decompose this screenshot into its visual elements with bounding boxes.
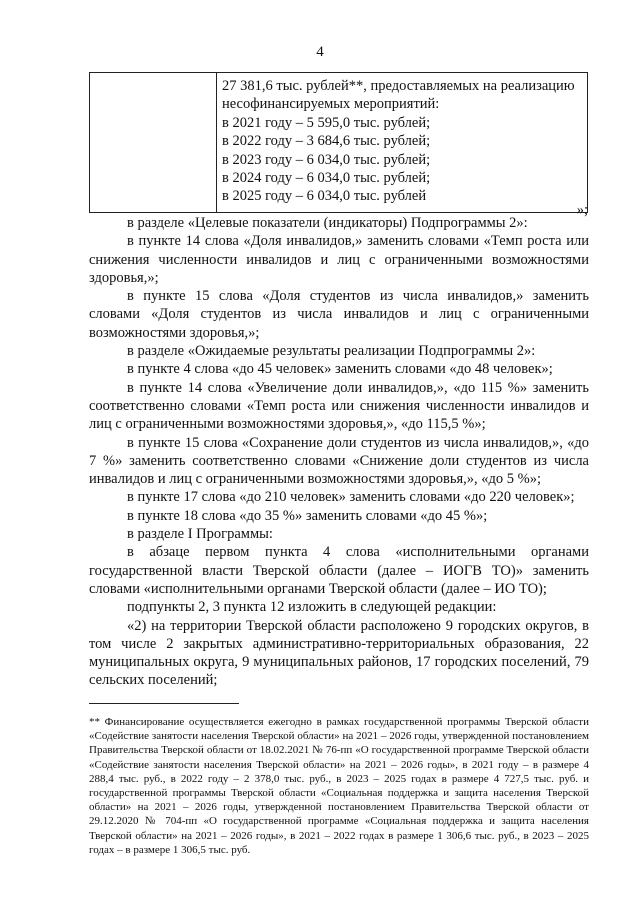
table-line: в 2025 году – 6 034,0 тыс. рублей — [222, 188, 427, 205]
paragraph: в пункте 18 слова «до 35 %» заменить словами «до 45 %»; — [127, 507, 488, 524]
paragraph: в пункте 4 слова «до 45 человек» заменить словами «до 48 человек»; — [127, 361, 553, 378]
table-financing-cell — [217, 73, 588, 213]
footnote-text: ** Финансирование осуществляется ежегодно в рамках государственной программы Тверской области «Содействие занятости населения Тверской области» на 2021 – 2026 годы, утвержденной постановлением Правительства Тверской области от 18.02.2021 № 76-пп «О государственной программе Тверской области «Содействие занятости населения Тверской области» на 2021 – 2026 годы», в 2021 году – в размере 4 288,4 тыс. руб., в 2022 году – 2 378,0 тыс. руб., в 2023 – 2025 годах в размере 4 727,5 тыс. руб. и государственной программы Тверской области «Социальная поддержка и защита населения Тверской области» на 2021 – 2026 годы, утвержденной постановлением Правительства Тверской области от 29.12.2020 № 704-пп «О государственной программе «Социальная поддержка и защита населения Тверской области» на 2021 – 2026 годы», в 2021 – 2022 годах в размере 1 306,6 тыс. руб., в 2023 – 2025 годах – в размере 1 306,5 тыс. руб. — [89, 716, 589, 856]
table-line: 27 381,6 тыс. рублей**, предоставляемых на реализацию — [222, 78, 575, 94]
paragraph: в разделе «Целевые показатели (индикаторы) Подпрограммы 2»: — [127, 215, 528, 231]
paragraph: в пункте 14 слова «Доля инвалидов,» заменить словами «Темп роста или снижения численности инвалидов и лиц с ограниченными возможностями здоровья,»; — [89, 233, 589, 286]
table-line: несофинансируемых мероприятий: — [222, 96, 440, 113]
paragraph: в абзаце первом пункта 4 слова «исполнительными органами государственной власти Тверской области (далее – ИОГВ ТО)» заменить словами «исполнительными органами Тверской области (далее – ИО ТО); — [89, 544, 589, 597]
financing-table — [89, 72, 588, 213]
table-line: в 2024 году – 6 034,0 тыс. рублей; — [222, 170, 431, 187]
table-line: в 2021 году – 5 595,0 тыс. рублей; — [222, 114, 431, 131]
paragraph: в пункте 15 слова «Сохранение доли студентов из числа инвалидов,», «до 7 %» заменить соответственно словами «Снижение доли студентов из числа инвалидов и лиц с ограниченными возможностями здоровья,», «до 5 %»; — [89, 434, 589, 488]
paragraph: в пункте 17 слова «до 210 человек» заменить словами «до 220 человек»; — [127, 489, 575, 506]
paragraph: в разделе I Программы: — [127, 526, 273, 543]
paragraph: в пункте 15 слова «Доля студентов из числа инвалидов,» заменить словами «Доля студентов из числа инвалидов и лиц с ограниченными возможностями здоровья,»; — [89, 288, 589, 341]
closing-quote: »; — [576, 202, 588, 218]
page-number: 4 — [316, 44, 324, 60]
document-body — [89, 214, 589, 690]
table-empty-cell — [90, 73, 217, 213]
table-line: в 2022 году – 3 684,6 тыс. рублей; — [222, 133, 431, 150]
paragraph: в разделе «Ожидаемые результаты реализации Подпрограммы 2»: — [127, 343, 536, 360]
paragraph: в пункте 14 слова «Увеличение доли инвалидов,», «до 115 %» заменить соответственно словами «Темп роста или снижения численности инвалидов и лиц с ограниченными возможностями здоровья,», «до 115,5 %»; — [89, 379, 589, 433]
footnote — [89, 715, 589, 857]
table-line: в 2023 году – 6 034,0 тыс. рублей; — [222, 151, 431, 168]
footnote-separator — [89, 703, 239, 704]
paragraph: «2) на территории Тверской области расположено 9 городских округов, в том числе 2 закрытых административно-территориальных образования, 22 муниципальных округа, 9 муниципальных районов, 17 городских поселений, 79 сельских поселений; — [89, 617, 589, 689]
paragraph: подпункты 2, 3 пункта 12 изложить в следующей редакции: — [127, 599, 497, 616]
